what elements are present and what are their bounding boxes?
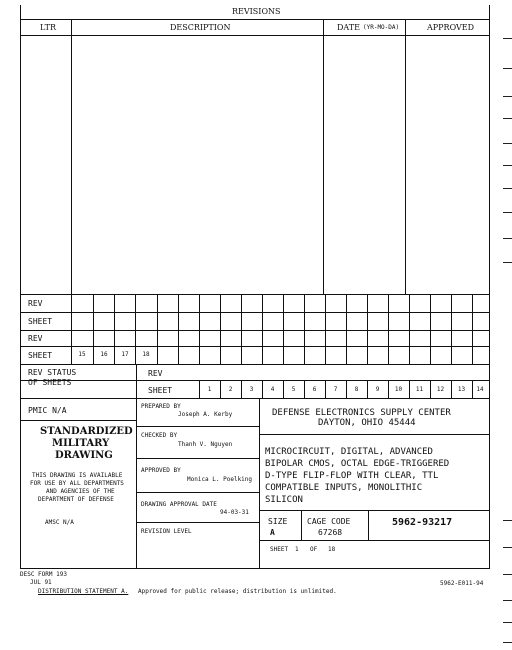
title-line4: COMPATIBLE INPUTS, MONOLITHIC [265, 483, 423, 493]
status-sheet-number: 14 [476, 386, 484, 393]
sheet-number-15: 15 [78, 351, 86, 358]
availability-line3: AND AGENCIES OF THE [46, 488, 115, 495]
margin-tick [503, 520, 512, 521]
margin-tick [503, 96, 512, 97]
title-line2: BIPOLAR CMOS, OCTAL EDGE-TRIGGERED [265, 459, 450, 469]
margin-tick [503, 642, 512, 643]
margin-tick [503, 238, 512, 239]
title-line5: SILICON [265, 495, 303, 505]
col-date-format: (YR-MO-DA) [363, 24, 400, 31]
margin-tick [503, 38, 512, 39]
status-sheet-number: 7 [333, 386, 338, 393]
status-sheet-number: 5 [291, 386, 296, 393]
sheet-value: 1 [295, 546, 299, 553]
checked-by-label: CHECKED BY [141, 432, 178, 439]
sheet-number-16: 16 [100, 351, 108, 358]
standardized-line1: STANDARDIZED [40, 426, 133, 437]
size-label: SIZE [268, 517, 288, 526]
grid-label-rev-2: REV [28, 334, 43, 343]
grid-column-line [283, 294, 284, 364]
approval-date-label: DRAWING APPROVAL DATE [141, 501, 217, 508]
sheet-number-18: 18 [142, 351, 150, 358]
pmic-label: PMIC N/A [28, 406, 67, 415]
grid-label-sheet-1: SHEET [28, 317, 53, 326]
margin-tick [503, 165, 512, 166]
sheet-number-17: 17 [121, 351, 129, 358]
approved-by-name: Monica L. Poelking [187, 476, 253, 483]
status-sheet-number: 10 [394, 386, 403, 393]
form-date: JUL 91 [30, 579, 52, 586]
revision-level-label: REVISION LEVEL [141, 528, 192, 535]
margin-tick [503, 262, 512, 263]
of-label: OF [310, 546, 318, 553]
grid-column-line [157, 294, 158, 364]
rev-status-sheet: SHEET [148, 386, 173, 395]
grid-column-line [388, 294, 389, 364]
prepared-by-name: Joseph A. Kerby [178, 411, 233, 418]
col-description: DESCRIPTION [170, 23, 231, 32]
grid-column-line [367, 294, 368, 364]
status-sheet-number: 1 [207, 386, 212, 393]
margin-tick [503, 118, 512, 119]
availability-line1: THIS DRAWING IS AVAILABLE [32, 472, 123, 479]
grid-column-line [220, 294, 221, 364]
grid-column-line [409, 294, 410, 364]
status-sheet-number: 2 [228, 386, 233, 393]
status-sheet-number: 3 [249, 386, 254, 393]
margin-tick [503, 600, 512, 601]
standardized-line2: MILITARY [52, 438, 110, 449]
grid-column-line [472, 294, 473, 364]
status-sheet-number: 9 [375, 386, 380, 393]
amsc-label: AMSC N/A [45, 519, 74, 526]
revisions-title: REVISIONS [232, 7, 281, 16]
rev-status-label-1: REV STATUS [28, 368, 77, 377]
cage-label: CAGE CODE [307, 517, 351, 526]
grid-column-line [241, 294, 242, 364]
availability-line2: FOR USE BY ALL DEPARTMENTS [30, 480, 124, 487]
margin-tick [503, 212, 512, 213]
grid-column-line [304, 294, 305, 364]
title-line3: D-TYPE FLIP-FLOP WITH CLEAR, TTL [265, 471, 439, 481]
grid-column-line [451, 294, 452, 364]
status-sheet-number: 11 [415, 386, 424, 393]
status-sheet-number: 13 [457, 386, 466, 393]
form-number: DESC FORM 193 [20, 571, 67, 578]
grid-column-line [178, 294, 179, 364]
supply-center-line1: DEFENSE ELECTRONICS SUPPLY CENTER [272, 408, 451, 418]
distribution-label: DISTRIBUTION STATEMENT A. [38, 588, 129, 595]
of-value: 18 [328, 546, 336, 553]
grid-column-line [325, 294, 326, 364]
margin-tick [503, 188, 512, 189]
approval-date: 94-03-31 [220, 509, 249, 516]
grid-column-line [430, 294, 431, 364]
rev-status-rev: REV [148, 369, 163, 378]
approved-by-label: APPROVED BY [141, 467, 181, 474]
availability-line4: DEPARTMENT OF DEFENSE [38, 496, 114, 503]
document-code: 5962-E011-94 [440, 580, 484, 587]
standardized-line3: DRAWING [55, 450, 113, 461]
cage-value: 67268 [318, 528, 343, 537]
col-date: DATE [337, 23, 360, 32]
status-sheet-number: 8 [354, 386, 359, 393]
sheet-label: SHEET [270, 546, 289, 553]
rev-status-label-2: OF SHEETS [28, 378, 72, 387]
grid-label-sheet-2: SHEET [28, 351, 53, 360]
grid-column-line [346, 294, 347, 364]
col-approved: APPROVED [427, 23, 475, 32]
title-line1: MICROCIRCUIT, DIGITAL, ADVANCED [265, 447, 433, 457]
margin-tick [503, 574, 512, 575]
margin-tick [503, 622, 512, 623]
distribution-text: Approved for public release; distribution is unlimited. [138, 588, 337, 595]
grid-column-line [199, 294, 200, 364]
grid-label-rev-1: REV [28, 299, 43, 308]
size-value: A [270, 528, 275, 537]
margin-tick [503, 143, 512, 144]
prepared-by-label: PREPARED BY [141, 403, 181, 410]
col-ltr: LTR [40, 23, 57, 32]
margin-tick [503, 68, 512, 69]
status-sheet-number: 6 [312, 386, 317, 393]
grid-column-line [262, 294, 263, 364]
margin-tick [503, 547, 512, 548]
supply-center-line2: DAYTON, OHIO 45444 [318, 418, 416, 428]
drawing-number: 5962-93217 [392, 517, 453, 528]
status-sheet-number: 12 [436, 386, 445, 393]
status-sheet-number: 4 [270, 386, 275, 393]
checked-by-name: Thanh V. Nguyen [178, 441, 233, 448]
